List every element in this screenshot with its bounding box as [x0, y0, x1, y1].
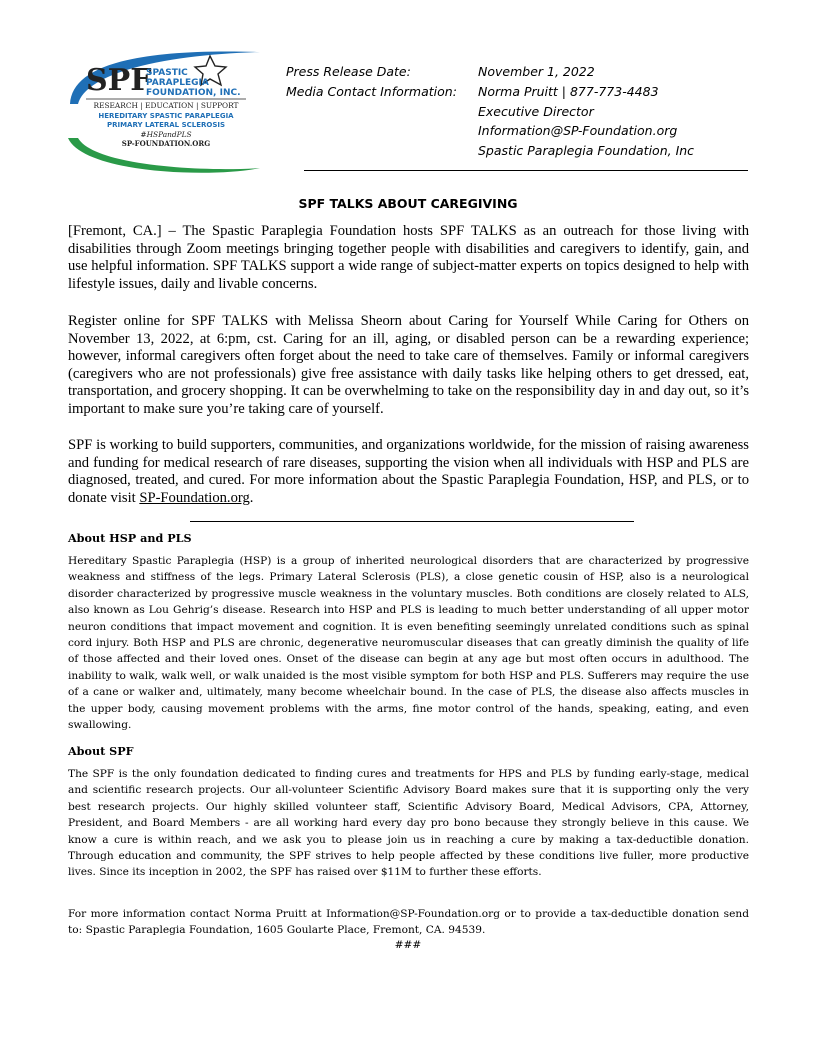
media-contact-label: Media Contact Information: — [286, 83, 457, 99]
logo-hashtag: #HSPandPLS — [140, 130, 192, 139]
release-date-value: November 1, 2022 — [478, 64, 595, 79]
about-hsp-text: Hereditary Spastic Paraplegia (HSP) is a group of inherited neurological disorders that are characterized by progressive weakness and stiffness of the legs. Primary Lateral Sclerosis (PLS), a close genetic cousin of HSP, also is a neurological disorder characterized by progressive muscle weakness in the voluntary muscles. Both conditions are closely related to ALS, also known as Lou Gehrig’s disease. Research into HSP and PLS is leading to much better understanding of all upper motor neuron conditions that impact movement and cognition. It is even benefiting seemingly unrelated conditions such as spinal cord injury. Both HSP and PLS are chronic, degenerative neuromuscular diseases that can greatly diminish the quality of life of those affected and their loved ones. Onset of the disease can begin at any age but most often occurs in adulthood. The inability to walk, walk well, or walk unaided is the most visible symptom for both HSP and PLS. Sufferers may require the use of a cane or walker and, ultimately, many become wheelchair bound. In the case of PLS, the disease also affects muscles in the upper body, causing movement problems with the arms, fine motor control of the hands, speaking, eating, and even swallowing. — [68, 555, 749, 732]
logo-line-pls: PRIMARY LATERAL SCLEROSIS — [106, 121, 226, 129]
contact-organization: Spastic Paraplegia Foundation, Inc — [478, 143, 695, 159]
about-spf-heading: About SPF — [68, 744, 134, 758]
mission-text: SPF is working to build supporters, communities, and organizations worldwide, for the mission of raising awareness and funding for medical research of rare diseases, supporting the vision when all individuals with HSP and PLS are diagnosed, treated, and cured. For more information about the Spastic Paraplegia Foundation, HSP, and PLS, or to donate visit — [68, 437, 749, 506]
end-mark: ### — [394, 939, 422, 951]
mission-end: . — [249, 489, 254, 506]
section-divider — [190, 521, 634, 522]
release-date-label: Press Release Date: — [286, 64, 411, 79]
website-link[interactable]: SP-Foundation.org — [139, 489, 250, 506]
mission-paragraph — [68, 437, 749, 507]
page-title: SPF TALKS ABOUT CAREGIVING — [298, 196, 518, 211]
spf-logo-graphic — [64, 46, 264, 178]
header-divider — [304, 170, 748, 171]
contact-name-phone: Norma Pruitt | 877-773-4483 — [478, 83, 659, 99]
contact-paragraph: For more information contact Norma Pruitt at Information@SP-Foundation.org or to provide a tax-deductible donation send to: Spastic Paraplegia Foundation, 1605 Goularte Place, Fremont, CA. 94539. — [68, 908, 749, 937]
logo-website: SP-FOUNDATION.ORG — [121, 139, 211, 148]
about-hsp-heading: About HSP and PLS — [68, 531, 192, 545]
logo-tagline: RESEARCH | EDUCATION | SUPPORT — [93, 101, 239, 110]
contact-email: Information@SP-Foundation.org — [478, 123, 678, 139]
about-spf-text: The SPF is the only foundation dedicated to finding cures and treatments for HPS and PLS by funding early-stage, medical and scientific research projects. Our all-volunteer Scientific Advisory Board makes sure that it is supporting only the very best research projects. Our highly skilled volunteer staff, Scientific Advisory Board, Medical Advisors, CPA, Attorney, President, and Board Members - are all working hard every day pro bono because they strongly believe in this cause. We know a cure is within reach, and we ask you to please join us in reaching a cure by making a tax-deductible donation. Through education and community, the SPF strives to help people affected by these conditions live fuller, more productive lives. Since its inception in 2002, the SPF has raised over $11M to further these efforts. — [68, 768, 749, 879]
logo-name-line2: PARAPLEGIA — [146, 78, 209, 88]
spf-logo — [64, 46, 264, 178]
event-paragraph: Register online for SPF TALKS with Melissa Sheorn about Caring for Yourself While Caring for Others on November 13, 2022, at 6:pm, cst. Caring for an ill, aging, or disabled person can be a rewarding experience; however, informal caregivers often forget about the need to take care of themselves. Family or informal caregivers (caregivers who are not professionals) give free assistance with daily tasks like helping others to get dressed, eat, transportation, and grocery shopping. It can be overwhelming to take on the responsibility day in and day out, so it’s important to make sure you’re taking care of yourself. — [68, 313, 749, 417]
header-labels — [286, 62, 457, 102]
logo-line-hsp: HEREDITARY SPASTIC PARAPLEGIA — [98, 112, 234, 120]
logo-name-line3: FOUNDATION, INC. — [146, 88, 241, 98]
logo-name-line1: SPASTIC — [146, 68, 188, 78]
intro-paragraph: [Fremont, CA.] – The Spastic Paraplegia Foundation hosts SPF TALKS as an outreach for those living with disabilities through Zoom meetings bringing together people with disabilities and caregivers to identify, gain, and use helpful information. SPF TALKS support a wide range of subject-matter experts on topics designed to help with lifestyle issues, daily and livable concerns. — [68, 223, 749, 292]
header-values — [478, 62, 694, 161]
contact-title: Executive Director — [478, 103, 594, 119]
logo-abbr: SPF — [86, 63, 152, 98]
